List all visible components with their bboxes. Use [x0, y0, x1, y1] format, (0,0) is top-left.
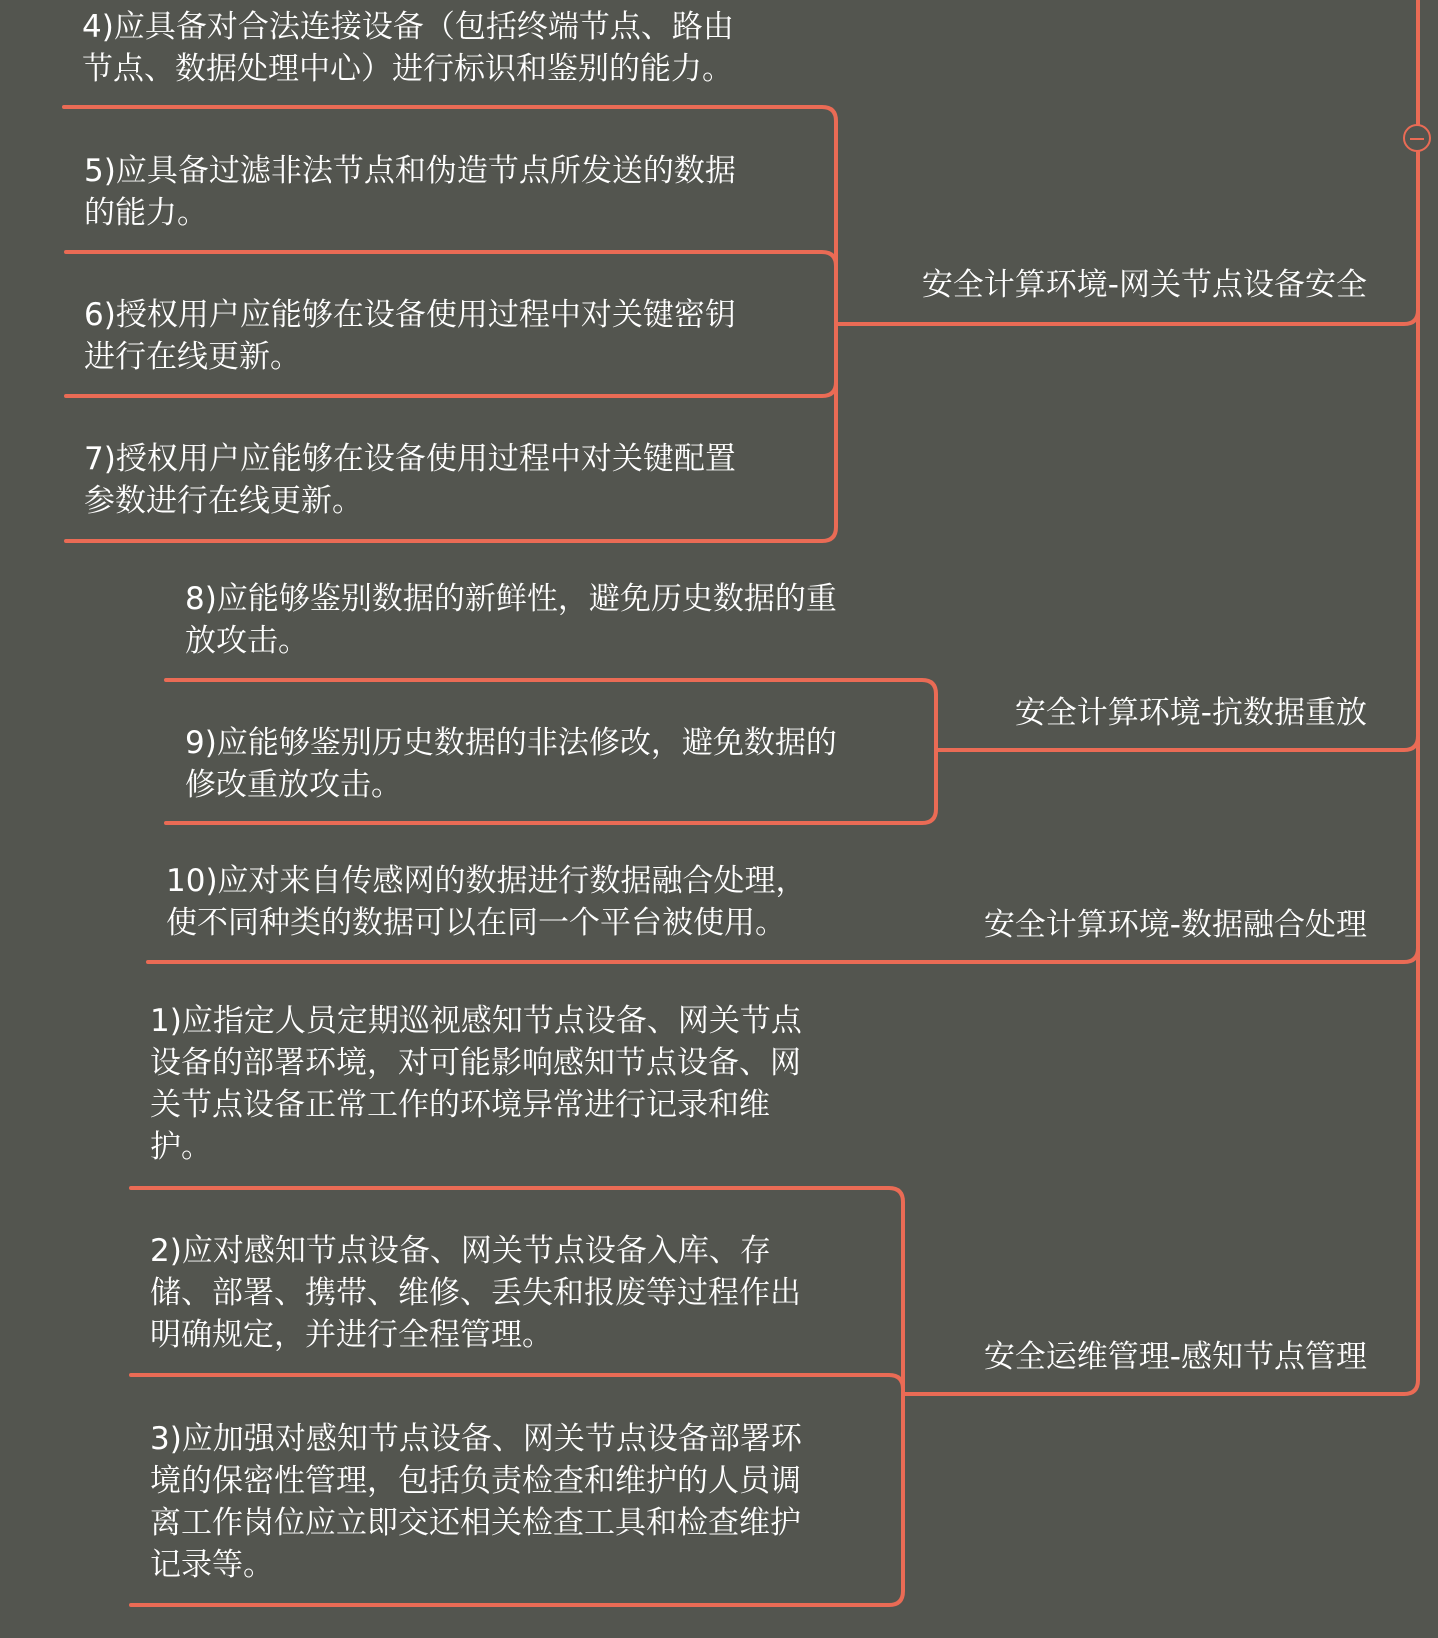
leaf-mgmt-2[interactable]	[150, 1230, 801, 1356]
leaf-line: 参数进行在线更新。	[84, 483, 363, 519]
topic-anti-replay[interactable]: 安全计算环境-抗数据重放	[1014, 695, 1367, 731]
leaf-line: 设备的部署环境，对可能影响感知节点设备、网	[150, 1045, 801, 1081]
leaf-line: 8)应能够鉴别数据的新鲜性，避免历史数据的重	[185, 581, 837, 617]
leaf-line: 4)应具备对合法连接设备（包括终端节点、路由	[82, 9, 734, 45]
leaf-line: 放攻击。	[185, 623, 309, 659]
leaf-line: 9)应能够鉴别历史数据的非法修改，避免数据的	[185, 725, 837, 761]
leaf-line: 修改重放攻击。	[185, 767, 402, 803]
topic-sensing-node-mgmt[interactable]: 安全运维管理-感知节点管理	[983, 1339, 1367, 1375]
leaf-item-10[interactable]	[166, 860, 807, 944]
leaf-line: 2)应对感知节点设备、网关节点设备入库、存	[150, 1233, 771, 1269]
leaf-item-7[interactable]	[84, 438, 736, 522]
main-spine	[1404, 0, 1418, 1394]
leaf-mgmt-1[interactable]	[150, 1000, 802, 1168]
leaf-line: 关节点设备正常工作的环境异常进行记录和维	[150, 1087, 770, 1123]
leaf-item-4[interactable]	[82, 6, 734, 90]
leaf-item-9[interactable]	[185, 722, 837, 806]
underline-m2	[131, 1375, 903, 1389]
leaf-line: 6)授权用户应能够在设备使用过程中对关键密钥	[84, 297, 736, 333]
leaf-line: 10)应对来自传感网的数据进行数据融合处理，	[166, 863, 807, 899]
leaf-item-5[interactable]	[84, 150, 736, 234]
leaf-line: 记录等。	[150, 1547, 274, 1583]
leaf-item-8[interactable]	[185, 578, 837, 662]
underline-i5	[66, 252, 836, 266]
leaf-line: 境的保密性管理，包括负责检查和维护的人员调	[150, 1463, 801, 1499]
leaf-line: 3)应加强对感知节点设备、网关节点设备部署环	[150, 1421, 802, 1457]
branch-gateway	[838, 310, 1418, 324]
leaf-line: 使不同种类的数据可以在同一个平台被使用。	[166, 905, 786, 941]
collapse-toggle-icon[interactable]	[1403, 124, 1431, 152]
leaf-line: 进行在线更新。	[84, 339, 301, 375]
leaf-line: 5)应具备过滤非法节点和伪造节点所发送的数据	[84, 153, 736, 189]
leaf-line: 储、部署、携带、维修、丢失和报废等过程作出	[150, 1275, 801, 1311]
leaf-mgmt-3[interactable]	[150, 1418, 802, 1586]
leaf-line: 明确规定，并进行全程管理。	[150, 1317, 553, 1353]
leaf-line: 的能力。	[84, 195, 208, 231]
branch-anti-replay	[938, 736, 1418, 750]
branch-data-fusion	[148, 948, 1418, 962]
leaf-line: 节点、数据处理中心）进行标识和鉴别的能力。	[82, 51, 733, 87]
leaf-item-6[interactable]	[84, 294, 736, 378]
leaf-line: 离工作岗位应立即交还相关检查工具和检查维护	[150, 1505, 801, 1541]
topic-gateway-security[interactable]: 安全计算环境-网关节点设备安全	[921, 267, 1367, 303]
topic-data-fusion[interactable]: 安全计算环境-数据融合处理	[983, 907, 1367, 943]
underline-i6	[66, 382, 836, 396]
leaf-line: 1)应指定人员定期巡视感知节点设备、网关节点	[150, 1003, 802, 1039]
leaf-line: 护。	[150, 1129, 212, 1165]
leaf-line: 7)授权用户应能够在设备使用过程中对关键配置	[84, 441, 736, 477]
